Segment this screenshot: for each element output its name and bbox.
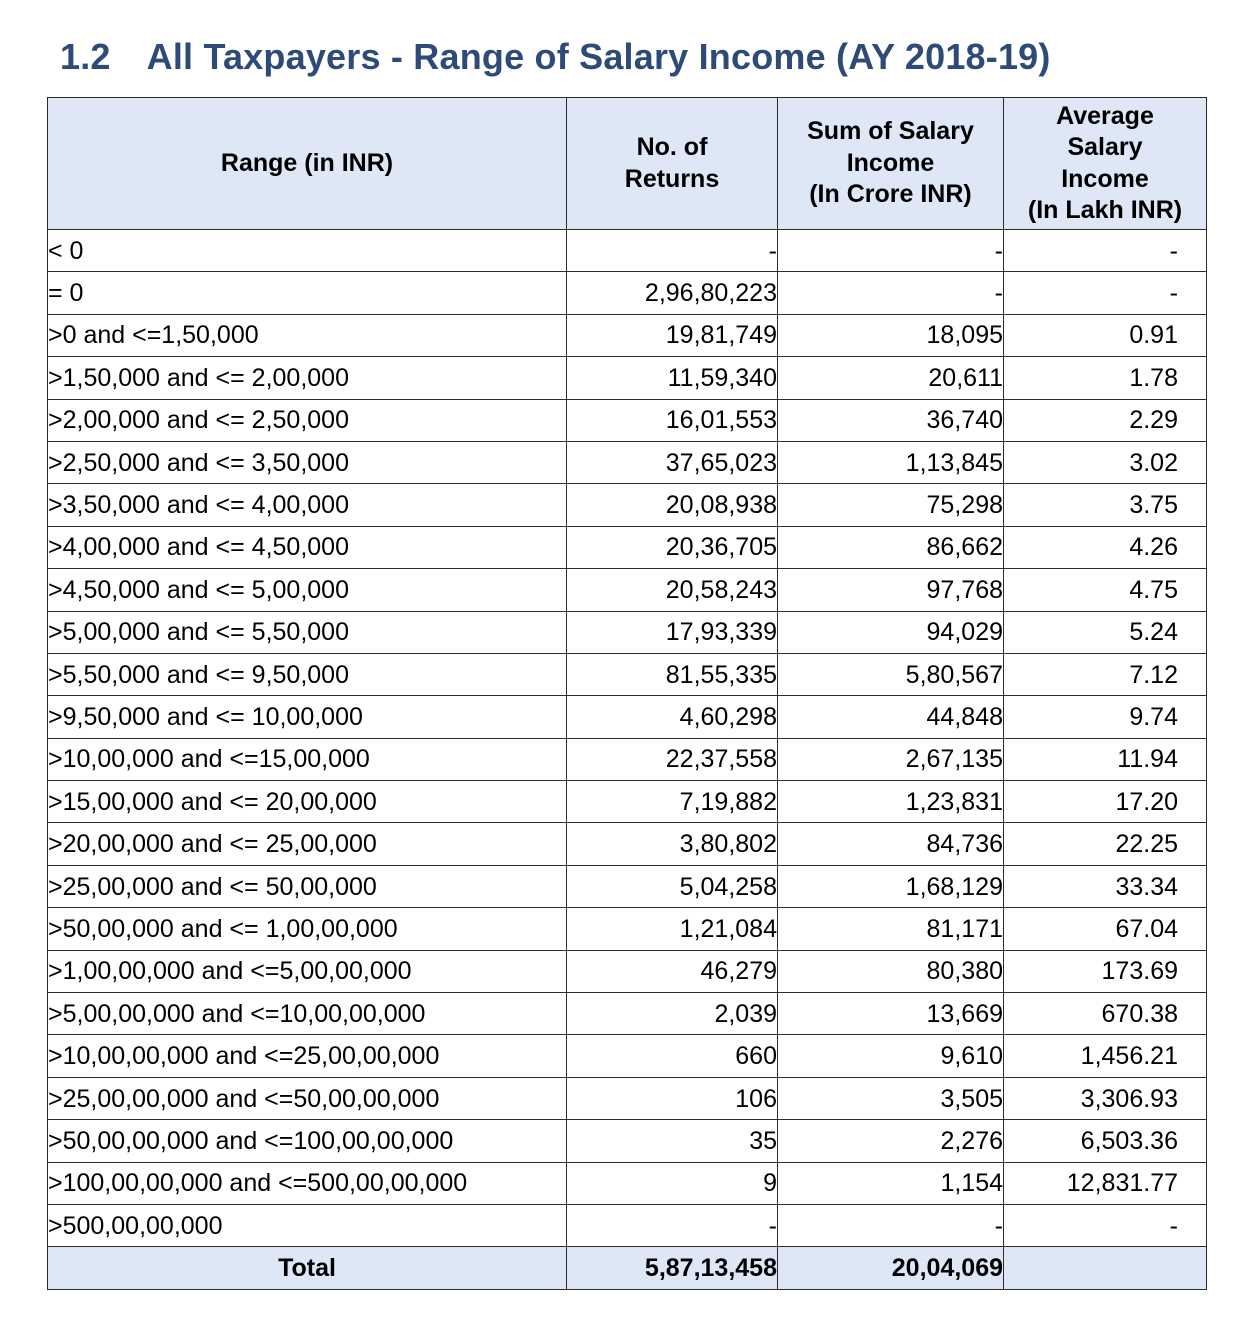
range-cell: >1,00,00,000 and <=5,00,00,000 bbox=[48, 950, 567, 992]
returns-cell: 660 bbox=[567, 1035, 778, 1077]
returns-cell: 37,65,023 bbox=[567, 441, 778, 483]
sum-cell: 1,23,831 bbox=[778, 781, 1004, 823]
header-sum bbox=[778, 98, 1004, 230]
returns-cell: 4,60,298 bbox=[567, 696, 778, 738]
sum-cell: 36,740 bbox=[778, 399, 1004, 441]
table-row bbox=[48, 696, 1207, 738]
sum-cell: 81,171 bbox=[778, 908, 1004, 950]
range-cell: >4,00,000 and <= 4,50,000 bbox=[48, 526, 567, 568]
returns-cell: 20,58,243 bbox=[567, 569, 778, 611]
average-cell: 33.34 bbox=[1004, 865, 1207, 907]
returns-cell: 3,80,802 bbox=[567, 823, 778, 865]
average-cell: 670.38 bbox=[1004, 993, 1207, 1035]
table-row bbox=[48, 399, 1207, 441]
range-cell: >500,00,00,000 bbox=[48, 1204, 567, 1246]
average-cell: 9.74 bbox=[1004, 696, 1207, 738]
header-line: Income bbox=[1061, 164, 1149, 193]
sum-cell: 80,380 bbox=[778, 950, 1004, 992]
total-row bbox=[48, 1247, 1207, 1289]
sum-cell: 84,736 bbox=[778, 823, 1004, 865]
sum-cell: 1,68,129 bbox=[778, 865, 1004, 907]
total-returns: 5,87,13,458 bbox=[567, 1247, 778, 1289]
average-cell: - bbox=[1004, 230, 1207, 272]
range-cell: >15,00,000 and <= 20,00,000 bbox=[48, 781, 567, 823]
range-cell: >5,50,000 and <= 9,50,000 bbox=[48, 653, 567, 695]
range-cell: >50,00,000 and <= 1,00,00,000 bbox=[48, 908, 567, 950]
range-cell: >100,00,00,000 and <=500,00,00,000 bbox=[48, 1162, 567, 1204]
average-cell: 22.25 bbox=[1004, 823, 1207, 865]
sum-cell: 20,611 bbox=[778, 357, 1004, 399]
range-cell: = 0 bbox=[48, 272, 567, 314]
table-row bbox=[48, 526, 1207, 568]
sum-cell: 9,610 bbox=[778, 1035, 1004, 1077]
returns-cell: 46,279 bbox=[567, 950, 778, 992]
average-cell: 17.20 bbox=[1004, 781, 1207, 823]
table-row bbox=[48, 314, 1207, 356]
sum-cell: 94,029 bbox=[778, 611, 1004, 653]
header-line: Salary bbox=[1067, 133, 1143, 161]
table-row bbox=[48, 993, 1207, 1035]
returns-cell: 106 bbox=[567, 1077, 778, 1119]
average-cell: 0.91 bbox=[1004, 314, 1207, 356]
sum-cell: 97,768 bbox=[778, 569, 1004, 611]
average-cell: 4.26 bbox=[1004, 526, 1207, 568]
table-row bbox=[48, 272, 1207, 314]
salary-income-table bbox=[47, 97, 1207, 1290]
sum-cell: - bbox=[778, 230, 1004, 272]
average-cell: - bbox=[1004, 1204, 1207, 1246]
table-row bbox=[48, 1077, 1207, 1119]
average-cell: 2.29 bbox=[1004, 399, 1207, 441]
sum-cell: - bbox=[778, 272, 1004, 314]
sum-cell: 1,13,845 bbox=[778, 441, 1004, 483]
header-returns-label bbox=[625, 132, 719, 195]
returns-cell: 1,21,084 bbox=[567, 908, 778, 950]
average-cell: 4.75 bbox=[1004, 569, 1207, 611]
header-line: Returns bbox=[624, 164, 720, 193]
average-cell: 12,831.77 bbox=[1004, 1162, 1207, 1204]
header-average bbox=[1004, 98, 1207, 230]
returns-cell: 7,19,882 bbox=[567, 781, 778, 823]
header-line: No. of bbox=[636, 133, 708, 161]
average-cell: 7.12 bbox=[1004, 653, 1207, 695]
range-cell: >5,00,000 and <= 5,50,000 bbox=[48, 611, 567, 653]
sum-cell: 75,298 bbox=[778, 484, 1004, 526]
range-cell: >2,50,000 and <= 3,50,000 bbox=[48, 441, 567, 483]
returns-cell: 35 bbox=[567, 1120, 778, 1162]
sum-cell: 2,67,135 bbox=[778, 738, 1004, 780]
total-sum: 20,04,069 bbox=[778, 1247, 1004, 1289]
page-title bbox=[60, 36, 1051, 86]
table-row bbox=[48, 865, 1207, 907]
table-row bbox=[48, 569, 1207, 611]
returns-cell: 81,55,335 bbox=[567, 653, 778, 695]
average-cell: - bbox=[1004, 272, 1207, 314]
returns-cell: 22,37,558 bbox=[567, 738, 778, 780]
average-cell: 6,503.36 bbox=[1004, 1120, 1207, 1162]
section-title: All Taxpayers - Range of Salary Income (AY 2018-19) bbox=[146, 36, 1051, 77]
table-row bbox=[48, 484, 1207, 526]
returns-cell: 5,04,258 bbox=[567, 865, 778, 907]
header-average-label bbox=[1028, 101, 1182, 227]
table-row bbox=[48, 950, 1207, 992]
returns-cell: 20,08,938 bbox=[567, 484, 778, 526]
returns-cell: 11,59,340 bbox=[567, 357, 778, 399]
header-returns bbox=[567, 98, 778, 230]
section-number: 1.2 bbox=[60, 36, 111, 77]
table-row bbox=[48, 1162, 1207, 1204]
average-cell: 5.24 bbox=[1004, 611, 1207, 653]
returns-cell: 2,96,80,223 bbox=[567, 272, 778, 314]
table-header-row bbox=[48, 98, 1207, 230]
average-cell: 173.69 bbox=[1004, 950, 1207, 992]
range-cell: >1,50,000 and <= 2,00,000 bbox=[48, 357, 567, 399]
range-cell: >10,00,00,000 and <=25,00,00,000 bbox=[48, 1035, 567, 1077]
sum-cell: - bbox=[778, 1204, 1004, 1246]
range-cell: >50,00,00,000 and <=100,00,00,000 bbox=[48, 1120, 567, 1162]
returns-cell: 16,01,553 bbox=[567, 399, 778, 441]
range-cell: >20,00,000 and <= 25,00,000 bbox=[48, 823, 567, 865]
sum-cell: 1,154 bbox=[778, 1162, 1004, 1204]
header-line: Sum of Salary bbox=[807, 117, 974, 146]
sum-cell: 44,848 bbox=[778, 696, 1004, 738]
table-row bbox=[48, 738, 1207, 780]
range-cell: >25,00,00,000 and <=50,00,00,000 bbox=[48, 1077, 567, 1119]
average-cell: 3,306.93 bbox=[1004, 1077, 1207, 1119]
range-cell: >3,50,000 and <= 4,00,000 bbox=[48, 484, 567, 526]
range-cell: >9,50,000 and <= 10,00,000 bbox=[48, 696, 567, 738]
header-line: (In Lakh INR) bbox=[1027, 196, 1183, 224]
returns-cell: - bbox=[567, 1204, 778, 1246]
average-cell: 67.04 bbox=[1004, 908, 1207, 950]
range-cell: >5,00,00,000 and <=10,00,00,000 bbox=[48, 993, 567, 1035]
range-cell: >25,00,000 and <= 50,00,000 bbox=[48, 865, 567, 907]
header-line: Average bbox=[1056, 101, 1154, 130]
table-row bbox=[48, 653, 1207, 695]
header-line: (In Crore INR) bbox=[809, 180, 972, 209]
average-cell: 1,456.21 bbox=[1004, 1035, 1207, 1077]
sum-cell: 86,662 bbox=[778, 526, 1004, 568]
average-cell: 3.75 bbox=[1004, 484, 1207, 526]
sum-cell: 2,276 bbox=[778, 1120, 1004, 1162]
total-label: Total bbox=[48, 1247, 567, 1289]
header-range-label: Range (in INR) bbox=[220, 148, 394, 177]
table-row bbox=[48, 357, 1207, 399]
range-cell: >10,00,000 and <=15,00,000 bbox=[48, 738, 567, 780]
average-cell: 11.94 bbox=[1004, 738, 1207, 780]
table-body bbox=[48, 230, 1207, 1290]
table-row bbox=[48, 781, 1207, 823]
sum-cell: 3,505 bbox=[778, 1077, 1004, 1119]
returns-cell: 20,36,705 bbox=[567, 526, 778, 568]
returns-cell: 2,039 bbox=[567, 993, 778, 1035]
header-range bbox=[48, 98, 567, 230]
returns-cell: 9 bbox=[567, 1162, 778, 1204]
returns-cell: 19,81,749 bbox=[567, 314, 778, 356]
range-cell: >0 and <=1,50,000 bbox=[48, 314, 567, 356]
returns-cell: 17,93,339 bbox=[567, 611, 778, 653]
header-line: Income bbox=[846, 148, 935, 177]
average-cell: 3.02 bbox=[1004, 441, 1207, 483]
range-cell: < 0 bbox=[48, 230, 567, 272]
table-row bbox=[48, 1035, 1207, 1077]
range-cell: >4,50,000 and <= 5,00,000 bbox=[48, 569, 567, 611]
table-row bbox=[48, 823, 1207, 865]
table-row bbox=[48, 441, 1207, 483]
table-row bbox=[48, 230, 1207, 272]
range-cell: >2,00,000 and <= 2,50,000 bbox=[48, 399, 567, 441]
table-row bbox=[48, 1204, 1207, 1246]
average-cell: 1.78 bbox=[1004, 357, 1207, 399]
total-average bbox=[1004, 1247, 1207, 1289]
sum-cell: 13,669 bbox=[778, 993, 1004, 1035]
table-row bbox=[48, 611, 1207, 653]
table-row bbox=[48, 1120, 1207, 1162]
returns-cell: - bbox=[567, 230, 778, 272]
header-sum-label bbox=[807, 116, 974, 211]
sum-cell: 5,80,567 bbox=[778, 653, 1004, 695]
sum-cell: 18,095 bbox=[778, 314, 1004, 356]
table-row bbox=[48, 908, 1207, 950]
